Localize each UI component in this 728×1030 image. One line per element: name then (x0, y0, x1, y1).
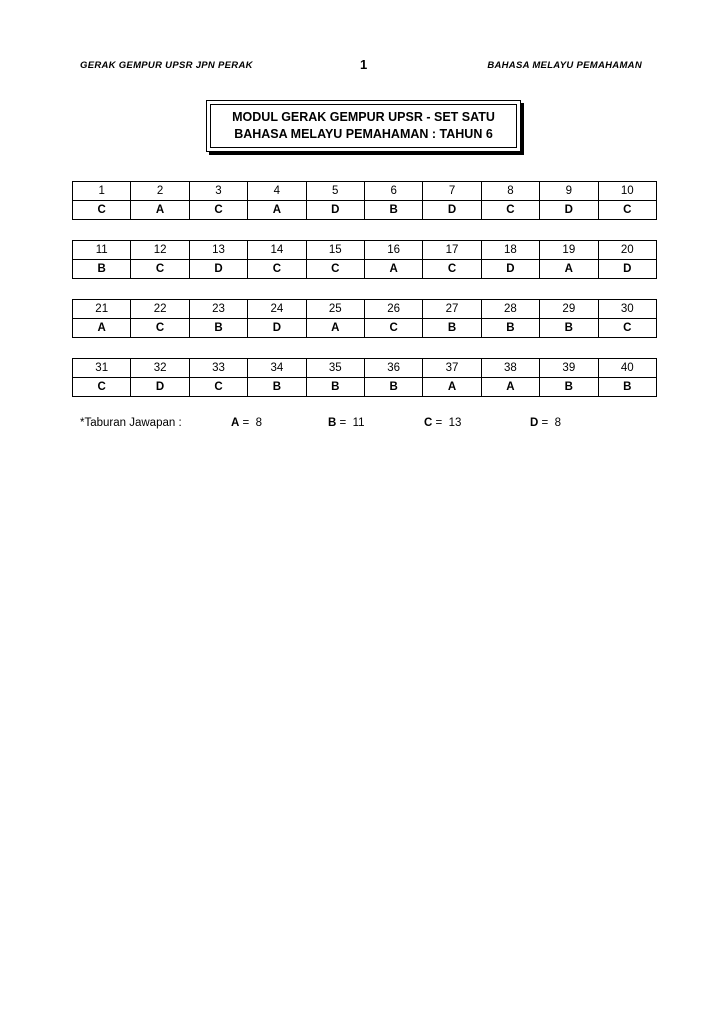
question-number: 1 (73, 182, 131, 201)
question-number: 14 (248, 241, 306, 260)
answer-cell: C (423, 260, 481, 279)
answer-cell: D (598, 260, 656, 279)
distribution-letter: B (328, 417, 337, 429)
page-number: 1 (360, 57, 368, 72)
question-number: 13 (189, 241, 247, 260)
answer-cell: B (306, 378, 364, 397)
distribution-equals: = (239, 417, 256, 429)
question-number: 9 (540, 182, 598, 201)
answer-cell: D (131, 378, 189, 397)
answer-table-1 (72, 181, 657, 220)
distribution-equals: = (538, 417, 555, 429)
distribution-item-b (328, 417, 365, 429)
answer-cell: C (131, 319, 189, 338)
distribution-label: *Taburan Jawapan : (80, 417, 182, 429)
answer-cell: C (481, 201, 539, 220)
answer-cell: D (481, 260, 539, 279)
question-number: 31 (73, 359, 131, 378)
answer-cell: B (189, 319, 247, 338)
answer-cell: D (189, 260, 247, 279)
header-left: GERAK GEMPUR UPSR JPN PERAK (80, 60, 253, 71)
question-number: 27 (423, 300, 481, 319)
distribution-count: 8 (554, 417, 562, 429)
distribution-count: 13 (448, 417, 462, 429)
answer-cell: D (306, 201, 364, 220)
distribution-letter: A (231, 417, 240, 429)
question-number: 7 (423, 182, 481, 201)
distribution-item-d (530, 417, 561, 429)
distribution-item-a (231, 417, 262, 429)
distribution-letter: C (424, 417, 433, 429)
answer-cell: C (598, 201, 656, 220)
question-number: 21 (73, 300, 131, 319)
answer-cell: C (131, 260, 189, 279)
question-number: 24 (248, 300, 306, 319)
question-number: 2 (131, 182, 189, 201)
answer-row (73, 201, 657, 220)
question-number: 25 (306, 300, 364, 319)
answer-cell: C (598, 319, 656, 338)
question-number: 3 (189, 182, 247, 201)
answer-cell: A (306, 319, 364, 338)
header-right: BAHASA MELAYU PEMAHAMAN (487, 60, 642, 71)
question-number: 5 (306, 182, 364, 201)
question-number: 29 (540, 300, 598, 319)
distribution-letter: D (530, 417, 539, 429)
number-row (73, 241, 657, 260)
question-number: 15 (306, 241, 364, 260)
answer-cell: C (248, 260, 306, 279)
distribution-equals: = (336, 417, 353, 429)
answer-cell: B (423, 319, 481, 338)
answer-cell: A (131, 201, 189, 220)
answer-cell: D (423, 201, 481, 220)
question-number: 16 (364, 241, 422, 260)
answer-cell: C (189, 378, 247, 397)
answer-row (73, 260, 657, 279)
answer-row (73, 319, 657, 338)
question-number: 6 (364, 182, 422, 201)
number-row (73, 300, 657, 319)
answer-cell: C (364, 319, 422, 338)
answer-row (73, 378, 657, 397)
question-number: 11 (73, 241, 131, 260)
answer-cell: A (73, 319, 131, 338)
answer-cell: A (540, 260, 598, 279)
answer-cell: B (364, 378, 422, 397)
question-number: 10 (598, 182, 656, 201)
question-number: 19 (540, 241, 598, 260)
question-number: 26 (364, 300, 422, 319)
question-number: 39 (540, 359, 598, 378)
answer-distribution (80, 417, 640, 431)
answer-table-3 (72, 299, 657, 338)
question-number: 8 (481, 182, 539, 201)
question-number: 38 (481, 359, 539, 378)
answer-cell: B (481, 319, 539, 338)
answer-cell: C (73, 378, 131, 397)
number-row (73, 359, 657, 378)
answer-cell: B (364, 201, 422, 220)
answer-cell: B (73, 260, 131, 279)
answer-cell: C (73, 201, 131, 220)
question-number: 28 (481, 300, 539, 319)
distribution-equals: = (432, 417, 449, 429)
question-number: 33 (189, 359, 247, 378)
answer-cell: B (248, 378, 306, 397)
answer-cell: B (540, 319, 598, 338)
title-line-1: MODUL GERAK GEMPUR UPSR - SET SATU (232, 110, 495, 124)
question-number: 32 (131, 359, 189, 378)
answer-cell: D (248, 319, 306, 338)
question-number: 36 (364, 359, 422, 378)
title-box (206, 100, 521, 152)
answer-cell: A (364, 260, 422, 279)
answer-cell: A (423, 378, 481, 397)
question-number: 30 (598, 300, 656, 319)
question-number: 4 (248, 182, 306, 201)
question-number: 34 (248, 359, 306, 378)
question-number: 40 (598, 359, 656, 378)
title-line-2: BAHASA MELAYU PEMAHAMAN : TAHUN 6 (234, 127, 493, 141)
question-number: 12 (131, 241, 189, 260)
number-row (73, 182, 657, 201)
answer-cell: D (540, 201, 598, 220)
answer-cell: C (306, 260, 364, 279)
answer-table-4 (72, 358, 657, 397)
answer-cell: B (540, 378, 598, 397)
question-number: 22 (131, 300, 189, 319)
distribution-count: 8 (255, 417, 263, 429)
answer-cell: A (481, 378, 539, 397)
answer-cell: B (598, 378, 656, 397)
answer-table-2 (72, 240, 657, 279)
answer-cell: C (189, 201, 247, 220)
question-number: 20 (598, 241, 656, 260)
question-number: 18 (481, 241, 539, 260)
question-number: 17 (423, 241, 481, 260)
answer-cell: A (248, 201, 306, 220)
distribution-count: 11 (352, 417, 365, 429)
question-number: 35 (306, 359, 364, 378)
question-number: 23 (189, 300, 247, 319)
distribution-item-c (424, 417, 461, 429)
question-number: 37 (423, 359, 481, 378)
